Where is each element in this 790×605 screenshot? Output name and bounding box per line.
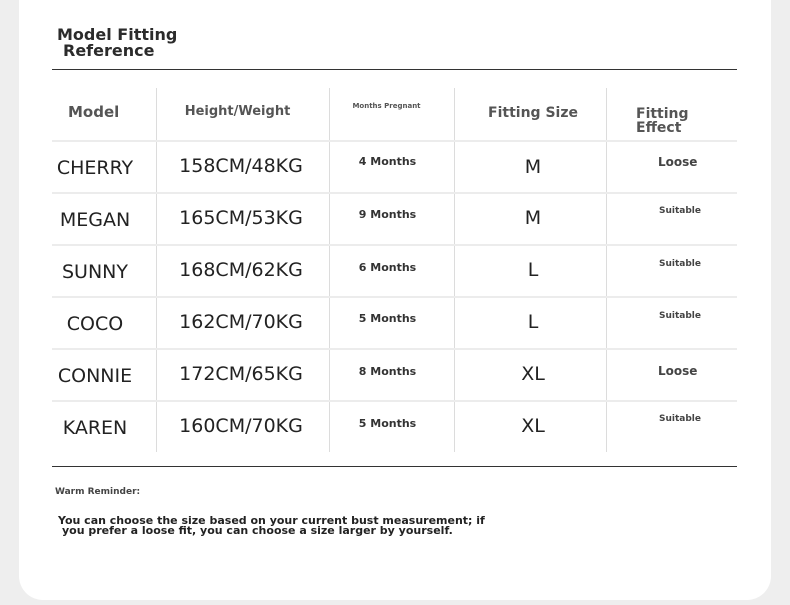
cell-height-weight: 165CM/53KG: [179, 207, 303, 229]
page-title: [57, 27, 177, 59]
cell-model: KAREN: [62, 417, 128, 439]
cell-height-weight: 168CM/62KG: [179, 259, 303, 281]
row-divider: [52, 192, 737, 194]
cell-effect: Loose: [658, 364, 698, 378]
header-months-pregnant: Months Pregnant: [352, 102, 421, 110]
row-divider: [52, 348, 737, 350]
size-chart-card: [19, 0, 771, 600]
cell-effect: Suitable: [659, 259, 701, 269]
cell-model: CONNIE: [57, 365, 133, 387]
header-model: Model: [68, 103, 120, 121]
bottom-divider: [52, 466, 737, 467]
cell-effect: Suitable: [659, 206, 701, 216]
cell-size: L: [527, 311, 539, 333]
cell-size: L: [527, 259, 539, 281]
header-fitting-effect: [636, 107, 689, 135]
cell-height-weight: 172CM/65KG: [179, 363, 303, 385]
cell-effect: Suitable: [659, 414, 701, 424]
title-line-2: Reference: [63, 41, 155, 60]
cell-size: XL: [521, 415, 545, 437]
cell-height-weight: 162CM/70KG: [179, 311, 303, 333]
cell-model: SUNNY: [62, 261, 128, 283]
row-divider: [52, 244, 737, 246]
header-fitting-effect-l1: Fitting: [636, 106, 689, 122]
row-divider: [52, 140, 737, 142]
cell-months: 5 Months: [358, 417, 417, 430]
cell-months: 9 Months: [358, 208, 417, 221]
cell-model: COCO: [66, 313, 124, 335]
header-fitting-size: Fitting Size: [488, 105, 578, 121]
cell-model: CHERRY: [56, 157, 134, 179]
cell-effect: Loose: [658, 155, 698, 169]
reminder-line-1: You can choose the size based on your current bust measurement; if: [58, 514, 485, 527]
header-height-weight: Height/Weight: [184, 104, 291, 119]
reminder-text: [58, 516, 498, 536]
header-fitting-effect-l2: Effect: [636, 120, 682, 136]
cell-height-weight: 160CM/70KG: [179, 415, 303, 437]
cell-months: 4 Months: [358, 155, 417, 168]
cell-model: MEGAN: [59, 209, 131, 231]
cell-size: M: [524, 207, 542, 229]
title-line-1: Model Fitting: [57, 25, 178, 44]
row-divider: [52, 400, 737, 402]
reminder-heading: Warm Reminder:: [55, 487, 141, 497]
cell-size: M: [524, 156, 542, 178]
cell-height-weight: 158CM/48KG: [179, 155, 303, 177]
cell-months: 6 Months: [358, 261, 417, 274]
cell-months: 8 Months: [358, 365, 417, 378]
reminder-line-2: you prefer a loose fit, you can choose a size larger by yourself.: [62, 524, 453, 537]
row-divider: [52, 296, 737, 298]
cell-months: 5 Months: [358, 312, 417, 325]
cell-size: XL: [521, 363, 545, 385]
top-divider: [52, 69, 737, 70]
cell-effect: Suitable: [659, 311, 701, 321]
